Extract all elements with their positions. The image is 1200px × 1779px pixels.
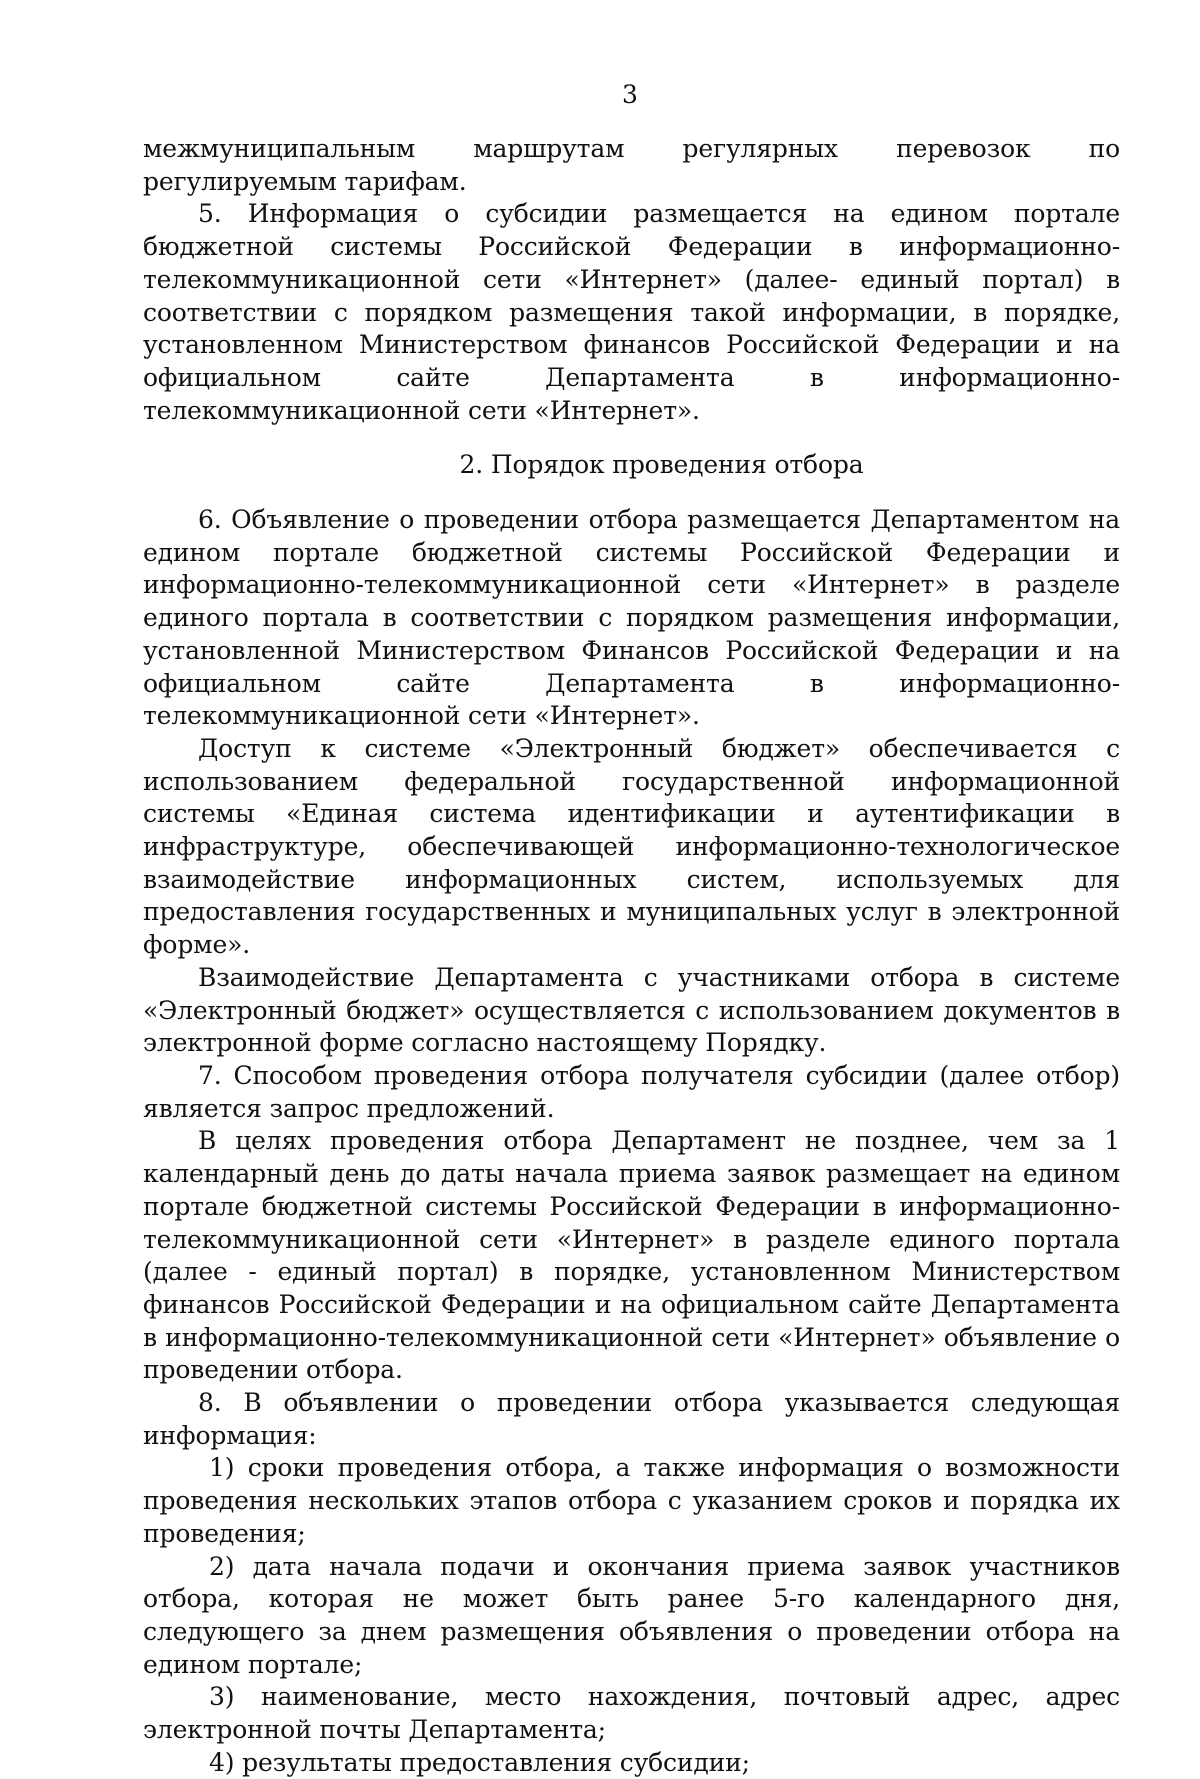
list-item-3: 3) наименование, место нахождения, почтовый адрес, адрес электронной почты Департамента; [143,1682,1120,1745]
list-item-2: 2) дата начала подачи и окончания приема заявок участников отбора, которая не может быть ранее 5-го календарного дня, следующего за днем размещения объявления о проведении отбора на едином портале; [143,1551,1120,1679]
paragraph-6: 6. Объявление о проведении отбора размещается Департаментом на едином портале бюджетной системы Российской Федерации и информационно-телекоммуникационной сети «Интернет» в разделе единого портала в соответствии с порядком размещения информации, установленной Министерством Финансов Российской Федерации и на официальном сайте Департамента в информационно-телекоммуникационной сети «Интернет». [143,505,1120,731]
section-heading: 2. Порядок проведения отбора [459,450,864,480]
document-body [143,133,1120,1779]
paragraph-5: 5. Информация о субсидии размещается на едином портале бюджетной системы Российской Федерации в информационно-телекоммуникационной сети «Интернет» (далее- единый портал) в соответствии с порядком размещения такой информации, в порядке, установленном Министерством финансов Российской Федерации и на официальном сайте Департамента в информационно-телекоммуникационной сети «Интернет». [143,199,1120,425]
paragraph-electronic-budget-access: Доступ к системе «Электронный бюджет» обеспечивается с использованием федеральной государственной информационной системы «Единая система идентификации и аутентификации в инфраструктуре, обеспечивающей информационно-технологическое взаимодействие информационных систем, используемых для предоставления государственных и муниципальных услуг в электронной форме». [143,733,1120,960]
list-item-4: 4) результаты предоставления субсидии; [209,1747,750,1777]
paragraph-interaction: Взаимодействие Департамента с участниками отбора в системе «Электронный бюджет» осуществляется с использованием документов в электронной форме согласно настоящему Порядку. [143,962,1120,1058]
page-number: 3 [622,80,638,109]
paragraph-8: 8. В объявлении о проведении отбора указывается следующая информация: [143,1388,1120,1450]
paragraph-continuation: межмуниципальным маршрутам регулярных перевозок по регулируемым тарифам. [143,134,1120,196]
paragraph-7: 7. Способом проведения отбора получателя субсидии (далее отбор) является запрос предложений. [143,1060,1120,1123]
list-item-1: 1) сроки проведения отбора, а также информация о возможности проведения нескольких этапов отбора с указанием сроков и порядка их проведения; [143,1453,1120,1548]
paragraph-selection-announcement: В целях проведения отбора Департамент не позднее, чем за 1 календарный день до даты начала приема заявок размещает на едином портале бюджетной системы Российской Федерации в информационно-телекоммуникационной сети «Интернет» в разделе единого портала (далее - единый портал) в порядке, установленном Министерством финансов Российской Федерации и на официальном сайте Департамента в информационно-телекоммуникационной сети «Интернет» объявление о проведении отбора. [143,1126,1120,1385]
